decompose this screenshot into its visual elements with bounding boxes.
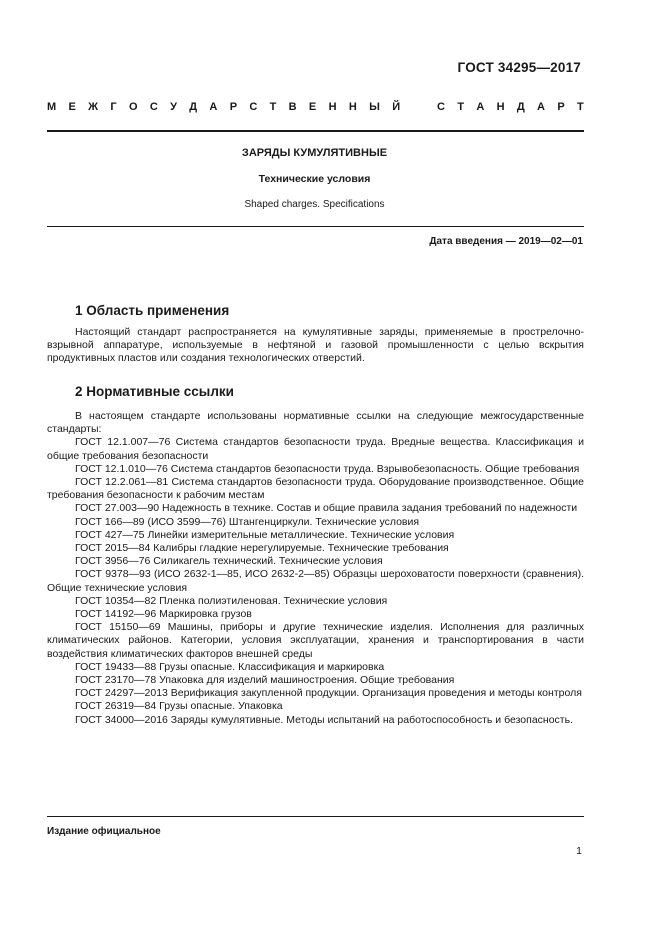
interstate-letter: Т (269, 101, 277, 113)
reference-item: ГОСТ 12.2.061—81 Система стандартов безопасности труда. Оборудование производственное. Общие требования безопасности к рабочим местам (47, 476, 584, 502)
reference-item: ГОСТ 24297—2013 Верификация закупленной продукции. Организация проведения и методы контроля (75, 687, 582, 700)
reference-item: ГОСТ 14192—96 Маркировка грузов (75, 608, 252, 621)
interstate-letter: Т (457, 101, 465, 113)
page-number: 1 (576, 845, 582, 857)
interstate-letter: С (437, 101, 445, 113)
interstate-letter: А (476, 101, 485, 113)
interstate-letter: А (209, 101, 218, 113)
interstate-letter: А (537, 101, 545, 113)
interstate-letter: Ж (88, 101, 99, 113)
section-1-heading: 1 Область применения (75, 303, 230, 318)
reference-item: ГОСТ 10354—82 Пленка полиэтиленовая. Технические условия (75, 594, 388, 607)
reference-item: ГОСТ 27.003—90 Надежность в технике. Состав и общие правила задания требований по надежности (75, 502, 578, 515)
reference-item: ГОСТ 9378—93 (ИСО 2632-1—85, ИСО 2632-2—85) Образцы шероховатости поверхности (сравнения). Общие технические условия (47, 568, 584, 594)
interstate-letter: Й (392, 101, 401, 113)
interstate-letter: Д (189, 101, 198, 113)
reference-item: ГОСТ 15150—69 Машины, приборы и другие технические изделия. Исполнения для различных климатических районов. Категории, условия эксплуатации, хранения и транспортирования в части воздействия климатических факторов внешней среды (47, 621, 584, 660)
header-divider (47, 130, 584, 132)
interstate-standard-label (47, 101, 584, 113)
interstate-letter: Е (68, 101, 76, 113)
interstate-letter: Е (308, 101, 317, 113)
english-title: Shaped charges. Specifications (244, 199, 385, 210)
reference-item: ГОСТ 12.1.010—76 Система стандартов безопасности труда. Взрывобезопасность. Общие требования (75, 462, 580, 475)
section-1-text: Настоящий стандарт распространяется на кумулятивные заряды, применяемые в прострелочно-взрывной аппаратуре, используемые в нефтяной и газовой промышленности с целью вскрытия продуктивных пластов или создания технологических отверстий. (47, 326, 584, 365)
interstate-letter: Н (328, 101, 337, 113)
interstate-letter: Н (496, 101, 505, 113)
references-intro: В настоящем стандарте использованы нормативные ссылки на следующие межгосударственные стандарты: (47, 410, 584, 436)
official-edition-label: Издание официальное (47, 826, 161, 837)
interstate-letter: М (47, 101, 57, 113)
reference-item: ГОСТ 427—75 Линейки измерительные металлические. Технические условия (75, 528, 455, 541)
interstate-letter: О (128, 101, 138, 113)
reference-item: ГОСТ 166—89 (ИСО 3599—76) Штангенциркули. Технические условия (75, 515, 420, 528)
reference-item: ГОСТ 34000—2016 Заряды кумулятивные. Методы испытаний на работоспособность и безопасность. (75, 713, 573, 726)
interstate-letter: У (170, 101, 177, 113)
interstate-letter: Ы (369, 101, 380, 113)
reference-item: ГОСТ 2015—84 Калибры гладкие нерегулируемые. Технические требования (75, 542, 449, 555)
footer-divider (47, 816, 584, 817)
document-number: ГОСТ 34295—2017 (457, 60, 581, 75)
interstate-letter: Р (557, 101, 565, 113)
reference-item: ГОСТ 19433—88 Грузы опасные. Классификация и маркировка (75, 660, 385, 673)
introduction-date: Дата введения — 2019—02—01 (429, 236, 583, 247)
reference-item: ГОСТ 26319—84 Грузы опасные. Упаковка (75, 700, 283, 713)
interstate-letter: Д (516, 101, 525, 113)
section-2-heading: 2 Нормативные ссылки (75, 384, 234, 399)
reference-item: ГОСТ 12.1.007—76 Система стандартов безопасности труда. Вредные вещества. Классификация и общие требования безопасности (47, 436, 584, 462)
references-list (47, 410, 584, 727)
interstate-letter: Н (348, 101, 357, 113)
interstate-letter: Т (576, 101, 584, 113)
document-subtitle: Технические условия (258, 173, 371, 185)
document-title: ЗАРЯДЫ КУМУЛЯТИВНЫЕ (241, 147, 388, 159)
interstate-letter: В (288, 101, 297, 113)
interstate-letter: С (149, 101, 158, 113)
interstate-letter: С (249, 101, 258, 113)
reference-item: ГОСТ 3956—76 Силикагель технический. Технические условия (75, 555, 383, 568)
interstate-letter: Р (229, 101, 238, 113)
title-divider (47, 226, 584, 227)
interstate-letter: Г (110, 101, 117, 113)
reference-item: ГОСТ 23170—78 Упаковка для изделий машиностроения. Общие требования (75, 674, 455, 687)
